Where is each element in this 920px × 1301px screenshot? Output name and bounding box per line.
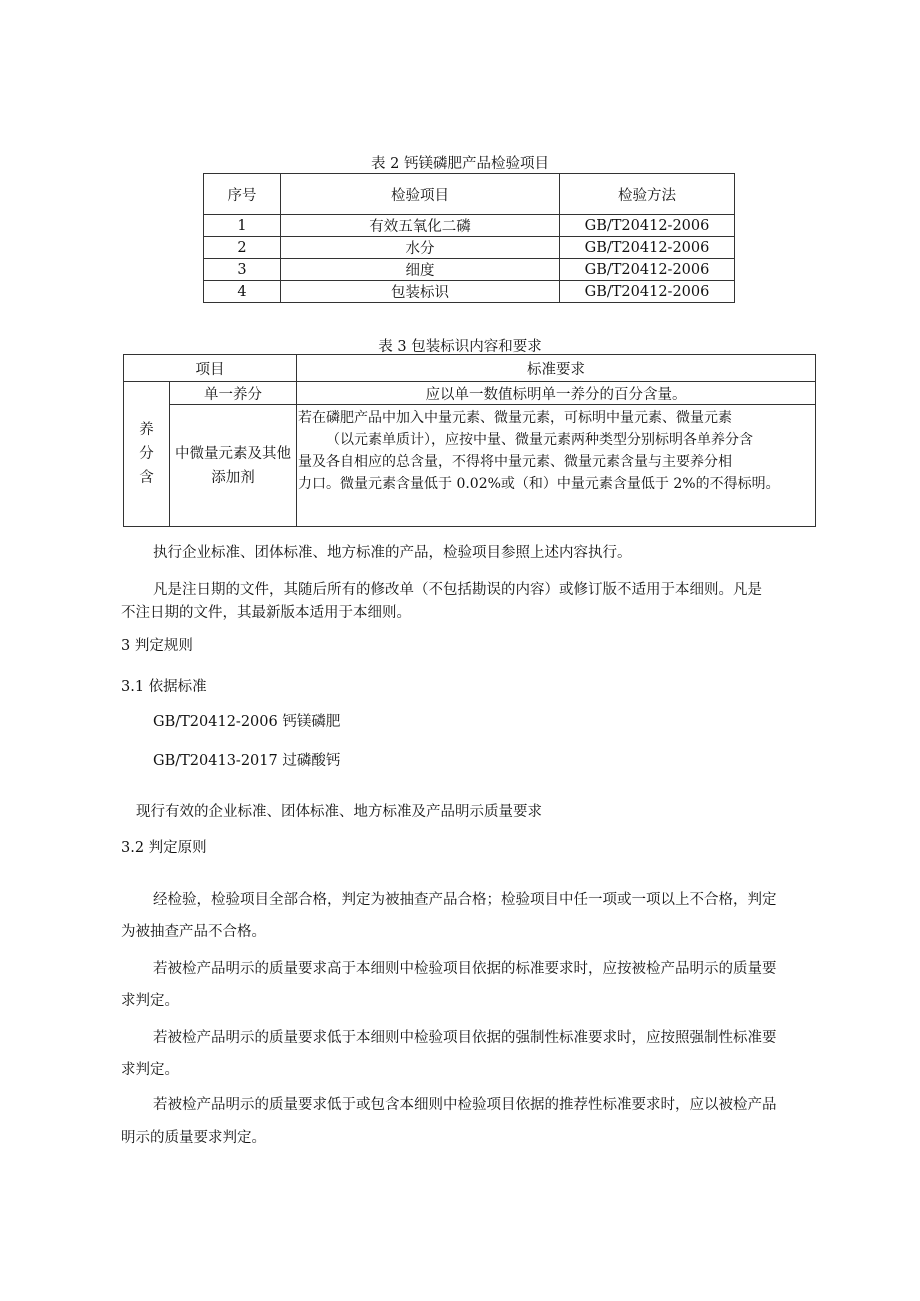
table-row — [204, 215, 735, 237]
cell: 2 — [204, 237, 281, 259]
cell: 1 — [204, 215, 281, 237]
cell: 细度 — [281, 259, 560, 281]
text-line: 力口。微量元素含量低于 0.02%或（和）中量元素含量低于 2%的不得标明。 — [298, 476, 780, 492]
header-cell: 项目 — [124, 355, 297, 382]
cell: 4 — [204, 281, 281, 303]
table-row — [204, 281, 735, 303]
inspection-items-table — [203, 173, 735, 303]
table3-caption: 表 3 包装标识内容和要求 — [378, 339, 542, 355]
paragraph: 若被检产品明示的质量要求低于或包含本细则中检验项目依据的推荐性标准要求时，应以被检产品 — [153, 1097, 777, 1113]
cell: 单一养分 — [170, 382, 297, 405]
paragraph: 执行企业标准、团体标准、地方标准的产品，检验项目参照上述内容执行。 — [153, 545, 632, 561]
section-heading: 3.1 依据标准 — [121, 679, 207, 695]
cell: 3 — [204, 259, 281, 281]
cell: GB/T20412-2006 — [560, 215, 735, 237]
cell: 有效五氧化二磷 — [281, 215, 560, 237]
paragraph: 明示的质量要求判定。 — [121, 1130, 266, 1146]
table-row — [124, 382, 816, 405]
paragraph: GB/T20412-2006 钙镁磷肥 — [153, 714, 341, 730]
table-row — [124, 405, 816, 527]
header-cell: 标准要求 — [297, 355, 816, 382]
table-row — [204, 237, 735, 259]
paragraph: 若被检产品明示的质量要求低于本细则中检验项目依据的强制性标准要求时，应按照强制性标准要 — [153, 1030, 777, 1046]
cell: 水分 — [281, 237, 560, 259]
paragraph: 求判定。 — [121, 993, 179, 1009]
table2-caption: 表 2 钙镁磷肥产品检验项目 — [371, 156, 549, 172]
header-cell: 序号 — [204, 174, 281, 215]
cell: GB/T20412-2006 — [560, 237, 735, 259]
paragraph: GB/T20413-2017 过磷酸钙 — [153, 753, 341, 769]
packaging-label-table — [123, 354, 816, 527]
cell: 包装标识 — [281, 281, 560, 303]
requirement-cell — [297, 405, 816, 527]
text-line: 若在磷肥产品中加入中量元素、微量元素，可标明中量元素、微量元素 — [298, 410, 732, 426]
paragraph: 经检验，检验项目全部合格，判定为被抽查产品合格；检验项目中任一项或一项以上不合格，判定 — [153, 892, 777, 908]
group-cell: 养 分 含 — [124, 382, 170, 527]
header-cell: 检验方法 — [560, 174, 735, 215]
paragraph: 不注日期的文件，其最新版本适用于本细则。 — [121, 605, 411, 621]
paragraph: 为被抽查产品不合格。 — [121, 924, 266, 940]
paragraph: 凡是注日期的文件，其随后所有的修改单（不包括勘误的内容）或修订版不适用于本细则。凡是 — [153, 582, 762, 598]
table-header-row — [204, 174, 735, 215]
cell: 中微量元素及其他添加剂 — [170, 405, 297, 527]
text-line: 量及各自相应的总含量，不得将中量元素、微量元素含量与主要养分相 — [298, 454, 732, 470]
cell: GB/T20412-2006 — [560, 259, 735, 281]
section-heading: 3 判定规则 — [121, 638, 193, 654]
paragraph: 求判定。 — [121, 1062, 179, 1078]
header-cell: 检验项目 — [281, 174, 560, 215]
table-row — [204, 259, 735, 281]
paragraph: 若被检产品明示的质量要求高于本细则中检验项目依据的标准要求时，应按被检产品明示的质量要 — [153, 961, 777, 977]
cell: 应以单一数值标明单一养分的百分含量。 — [297, 382, 816, 405]
paragraph: 现行有效的企业标准、团体标准、地方标准及产品明示质量要求 — [136, 804, 542, 820]
cell: GB/T20412-2006 — [560, 281, 735, 303]
table-header-row — [124, 355, 816, 382]
text-line: （以元素单质计），应按中量、微量元素两种类型分别标明各单养分含 — [326, 432, 753, 448]
section-heading: 3.2 判定原则 — [121, 840, 207, 856]
